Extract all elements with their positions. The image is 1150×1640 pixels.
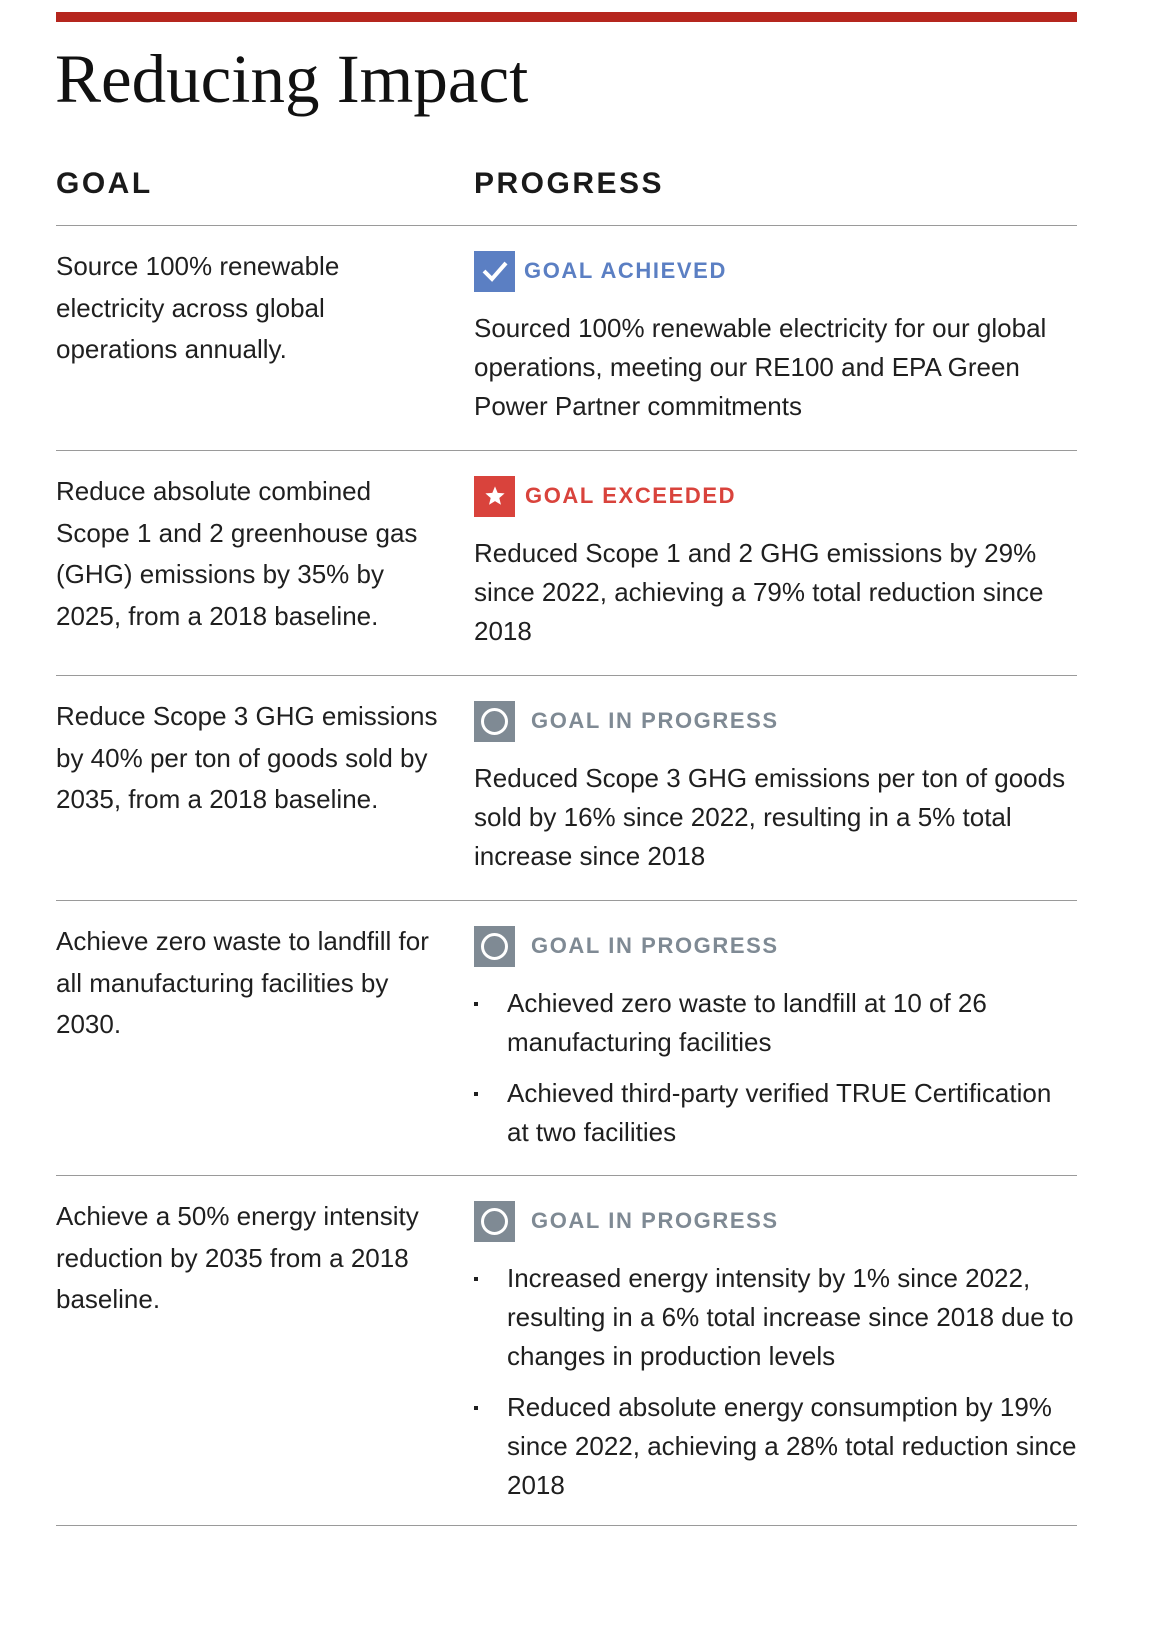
goal-text: Reduce absolute combined Scope 1 and 2 greenhouse gas (GHG) emissions by 35% by 2025, from a 2018 baseline. xyxy=(56,476,418,631)
progress-text: Reduced Scope 3 GHG emissions per ton of goods sold by 16% since 2022, resulting in a 5% total increase since 2018 xyxy=(474,763,1066,871)
progress-bullet-list xyxy=(474,1259,1077,1505)
progress-column-header: PROGRESS xyxy=(474,167,665,200)
progress-bullet: Increased energy intensity by 1% since 2022, resulting in a 6% total increase since 2018 due to changes in production levels xyxy=(474,1259,1077,1376)
star-icon xyxy=(474,476,515,517)
goal-text: Reduce Scope 3 GHG emissions by 40% per ton of goods sold by 2035, from a 2018 baseline. xyxy=(56,701,438,814)
progress-cell xyxy=(474,471,1077,651)
progress-bullet: Achieved third-party verified TRUE Certification at two facilities xyxy=(474,1074,1077,1152)
row-divider xyxy=(56,1525,1077,1526)
status-indicator xyxy=(474,700,1077,742)
row-divider xyxy=(56,450,1077,451)
circle-icon xyxy=(474,926,515,967)
row-divider xyxy=(56,900,1077,901)
goal-text: Achieve a 50% energy intensity reduction by 2035 from a 2018 baseline. xyxy=(56,1201,419,1314)
status-label: GOAL ACHIEVED xyxy=(524,258,727,283)
progress-cell xyxy=(474,921,1077,1164)
status-label: GOAL IN PROGRESS xyxy=(531,1208,779,1233)
progress-text: Reduced Scope 1 and 2 GHG emissions by 29% since 2022, achieving a 79% total reduction since 2018 xyxy=(474,538,1044,646)
status-label: GOAL EXCEEDED xyxy=(525,483,737,508)
checkmark-icon xyxy=(474,251,515,292)
progress-bullet: Achieved zero waste to landfill at 10 of 26 manufacturing facilities xyxy=(474,984,1077,1062)
status-indicator xyxy=(474,1200,1077,1242)
status-indicator xyxy=(474,250,1077,292)
progress-cell xyxy=(474,246,1077,426)
progress-bullet-list xyxy=(474,984,1077,1152)
row-divider xyxy=(56,225,1077,226)
circle-icon xyxy=(474,701,515,742)
bullet-icon xyxy=(474,1406,478,1410)
top-accent-bar xyxy=(56,12,1077,22)
progress-bullet: Reduced absolute energy consumption by 19% since 2022, achieving a 28% total reduction since 2018 xyxy=(474,1388,1077,1505)
goal-column-header: GOAL xyxy=(56,167,153,200)
page-title: Reducing Impact xyxy=(55,41,529,117)
bullet-icon xyxy=(474,1002,478,1006)
goal-text: Achieve zero waste to landfill for all manufacturing facilities by 2030. xyxy=(56,926,429,1039)
progress-cell xyxy=(474,1196,1077,1517)
status-label: GOAL IN PROGRESS xyxy=(531,933,779,958)
goal-text: Source 100% renewable electricity across global operations annually. xyxy=(56,251,340,364)
progress-cell xyxy=(474,696,1077,876)
status-label: GOAL IN PROGRESS xyxy=(531,708,779,733)
circle-icon xyxy=(474,1201,515,1242)
bullet-icon xyxy=(474,1092,478,1096)
status-indicator xyxy=(474,925,1077,967)
row-divider xyxy=(56,675,1077,676)
status-indicator xyxy=(474,475,1077,517)
row-divider xyxy=(56,1175,1077,1176)
bullet-icon xyxy=(474,1277,478,1281)
progress-text: Sourced 100% renewable electricity for our global operations, meeting our RE100 and EPA Green Power Partner commitments xyxy=(474,313,1047,421)
